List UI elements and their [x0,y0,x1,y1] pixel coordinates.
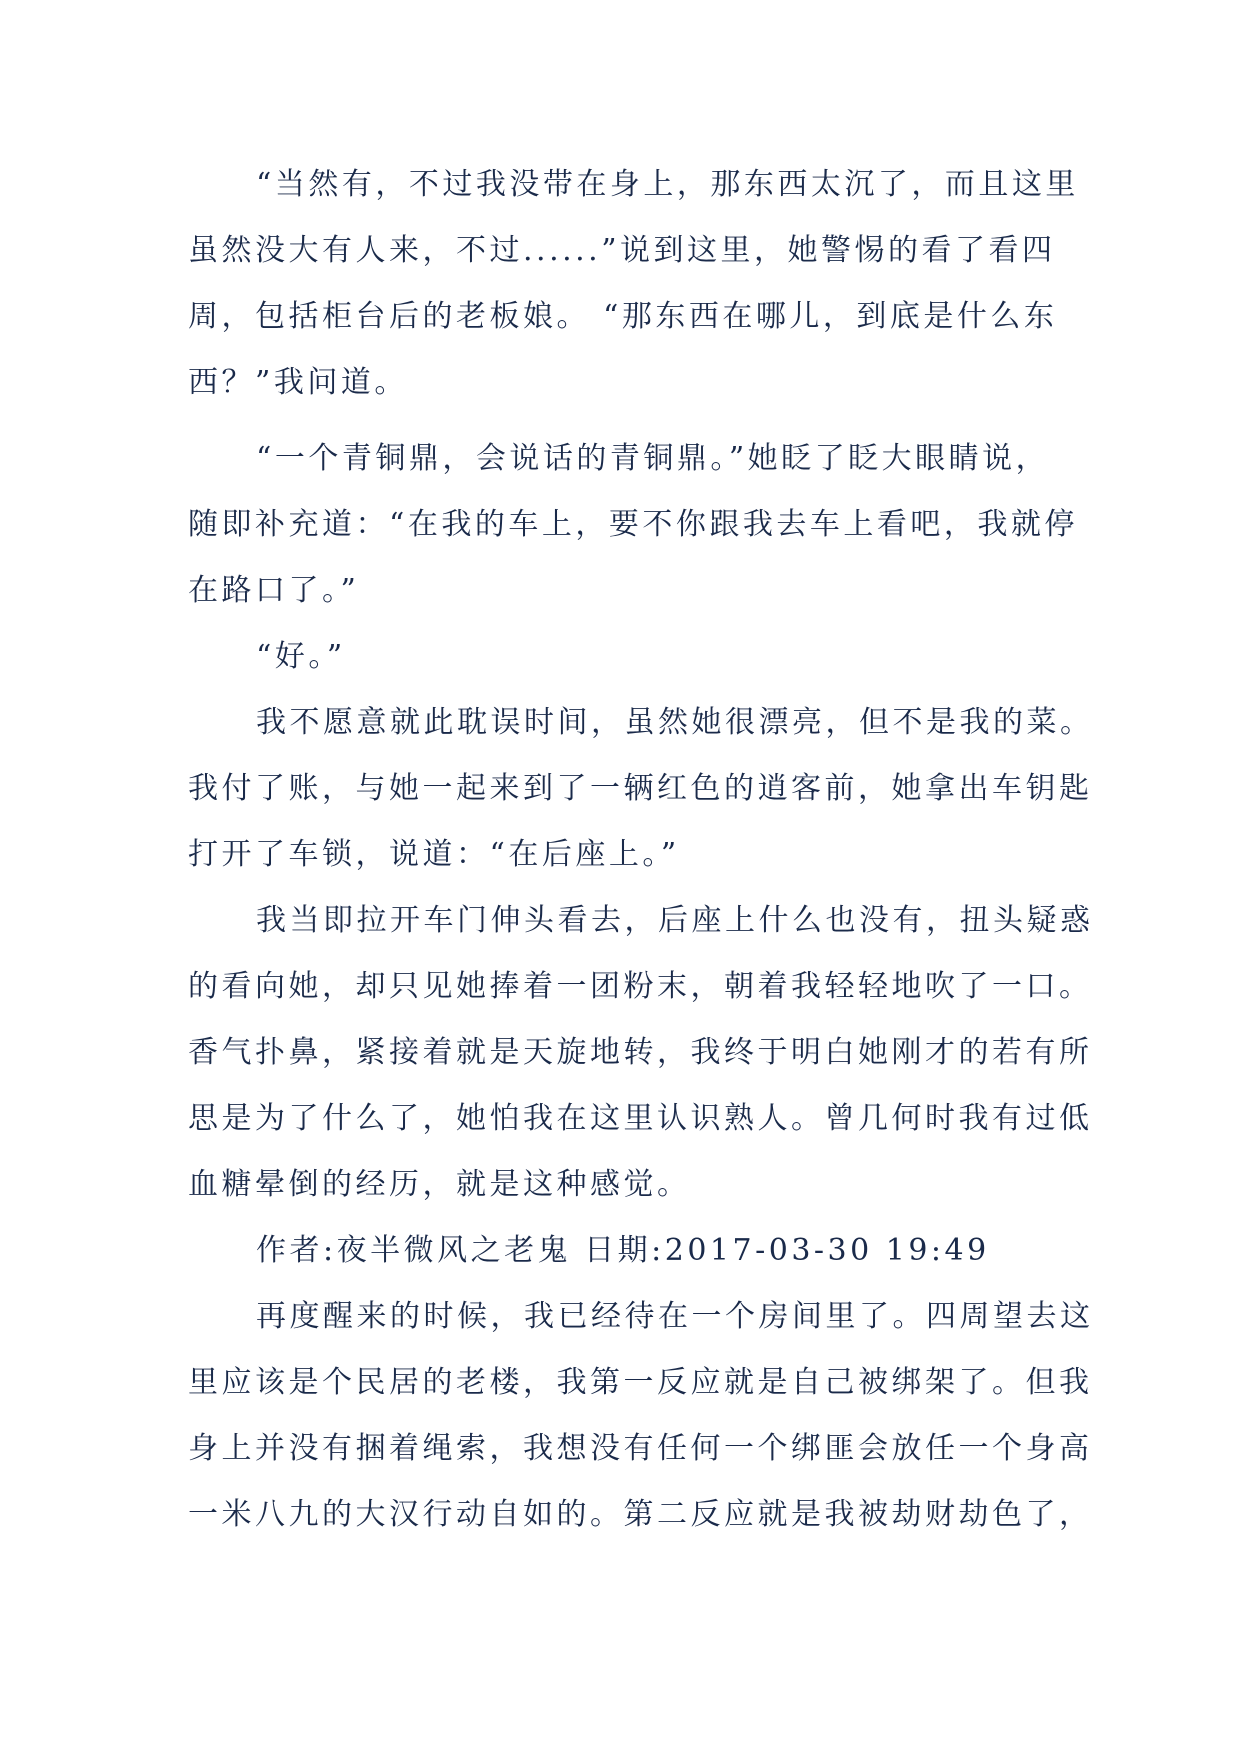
paragraph-line: 西？”我问道。 [188,365,408,400]
paragraph-line: 血糖晕倒的经历，就是这种感觉。 [188,1167,691,1202]
paragraph-5 [188,888,1094,1218]
paragraph-line: 我当即拉开车门伸头看去，后座上什么也没有，扭头疑惑 [256,903,1094,938]
paragraph-1 [188,152,1088,416]
paragraph-line: 随即补充道：“在我的车上，要不你跟我去车上看吧，我就停 [188,507,1078,542]
paragraph-2 [188,426,1088,624]
paragraph-line: 打开了车锁，说道：“在后座上。” [188,837,680,872]
paragraph-4 [188,690,1094,888]
paragraph-line: 我付了账，与她一起来到了一辆红色的逍客前，她拿出车钥匙 [188,771,1093,806]
paragraph-line: 一米八九的大汉行动自如的。第二反应就是我被劫财劫色了， [188,1497,1093,1532]
paragraph-line: 的看向她，却只见她捧着一团粉末，朝着我轻轻地吹了一口。 [188,969,1093,1004]
paragraph-line: “好。” [256,639,346,674]
document-body [188,152,1094,1548]
paragraph-line: “当然有，不过我没带在身上，那东西太沉了，而且这里 [256,167,1079,202]
author-date-line [188,1218,1088,1284]
paragraph-line: 周，包括柜台后的老板娘。 “那东西在哪儿，到底是什么东 [188,299,1058,334]
paragraph-line: 虽然没大有人来，不过......”说到这里，她警惕的看了看四 [188,233,1056,268]
paragraph-line: 里应该是个民居的老楼，我第一反应就是自己被绑架了。但我 [188,1365,1093,1400]
paragraph-line: 香气扑鼻，紧接着就是天旋地转，我终于明白她刚才的若有所 [188,1035,1093,1070]
author-date-text: 作者:夜半微风之老鬼 日期:2017-03-30 19:49 [256,1233,990,1268]
paragraph-line: 在路口了。” [188,573,360,608]
paragraph-7 [188,1284,1094,1548]
paragraph-line: “一个青铜鼎，会说话的青铜鼎。”她眨了眨大眼睛说， [256,441,1050,476]
paragraph-line: 思是为了什么了，她怕我在这里认识熟人。曾几何时我有过低 [188,1101,1093,1136]
paragraph-line: 我不愿意就此耽误时间，虽然她很漂亮，但不是我的菜。 [256,705,1094,740]
paragraph-line: 身上并没有捆着绳索，我想没有任何一个绑匪会放任一个身高 [188,1431,1093,1466]
paragraph-3 [188,624,1088,690]
paragraph-line: 再度醒来的时候，我已经待在一个房间里了。四周望去这 [256,1299,1094,1334]
